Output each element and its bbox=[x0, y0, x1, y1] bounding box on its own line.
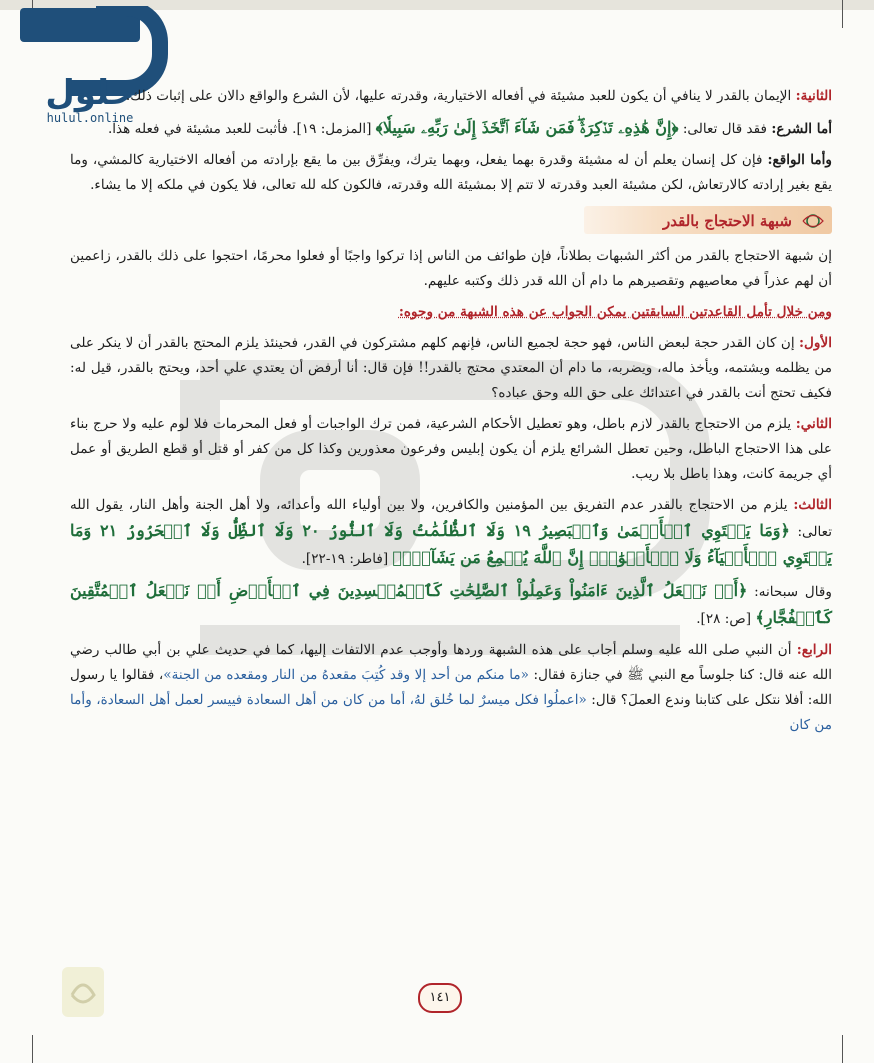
label-third: الثالث: bbox=[793, 497, 832, 513]
crop-mark-bottom-left bbox=[32, 1035, 33, 1063]
logo-word: حلول bbox=[45, 73, 135, 113]
ref-fatir: [فاطر: ١٩-٢٢]. bbox=[301, 551, 389, 567]
text-first: إن كان القدر حجة لبعض الناس، فهو حجة لجميع الناس، فإنهم كلهم مشتركون في القدر، فحينئذ يلزم المحتج بالقدر أن لا ينكر على من يظلمه ويشتمه، ويأخذ ماله، ويضربه، ما دام أن المعتدي محتج بالقدر!! فإن قال: أنا أرفض أن يعتدي علي أحد، ويحتج بالقدر، قيل له: فكيف تحتج أنت بالقدر في اعتدائك على حق الله وحق عباده؟ bbox=[70, 335, 832, 401]
quran-verse-fatir: ﴿وَمَا يَسۡتَوِي ٱلۡأَعۡمَىٰ وَٱلۡبَصِيرُ ١٩ وَلَا ٱلظُّلُمَٰتُ وَلَا ٱلنُّورُ ٢٠ وَلَا ٱلظِّلُّ وَلَا ٱلۡحَرُورُ ٢١ وَمَا يَسۡتَوِي ٱلۡأَحۡيَآءُ وَلَا ٱلۡأَمۡوَٰتُۚ إِنَّ ٱللَّهَ يُسۡمِعُ مَن يَشَآءُۖ﴾ bbox=[70, 521, 832, 567]
text-second: الإيمان بالقدر لا ينافي أن يكون للعبد مشيئة في أفعاله الاختيارية، وقدرته عليها، لأن الشرع والواقع دالان على إثبات ذلك. bbox=[125, 88, 796, 104]
page-number: ١٤١ bbox=[418, 983, 462, 1013]
text-fourth-middle: ، فقالوا يا رسول الله: أفلا نتكل على كتابنا وندع العملَ؟ قال: bbox=[70, 667, 832, 708]
paragraph-shubha bbox=[70, 244, 832, 294]
label-fourth: الرابع: bbox=[796, 642, 832, 658]
ref-sad: [ص: ٢٨]. bbox=[696, 611, 752, 627]
paragraph-third bbox=[70, 493, 832, 572]
paragraph-second bbox=[70, 412, 832, 487]
label-sharia: أما الشرع: bbox=[771, 121, 832, 137]
heading-background bbox=[584, 206, 832, 234]
text-wa-qala: وقال سبحانه: bbox=[747, 584, 832, 600]
text-third-before: يلزم من الاحتجاج بالقدر عدم التفريق بين المؤمنين والكافرين، ولا بين أولياء الله وأعدائه، ولا أهل الجنة وأهل النار، يقول الله تعالى: bbox=[70, 497, 832, 540]
section-heading bbox=[70, 204, 832, 238]
hadith-quote-2: «اعملُوا فكل ميسرٌ لما خُلق لهُ، أما من كان من أهل السعادة فييسر لعمل أهل السعادة، وأما من كان bbox=[70, 692, 832, 733]
ref-muzzammil: [المزمل: ١٩]. bbox=[292, 121, 372, 137]
paragraph-sub-heading bbox=[70, 300, 832, 325]
paragraph-reality bbox=[70, 148, 832, 198]
crop-mark-top-right bbox=[842, 0, 843, 28]
crop-mark-bottom-right bbox=[842, 1035, 843, 1063]
text-shubha: إن شبهة الاحتجاج بالقدر من أكثر الشبهات بطلاناً، فإن طوائف من الناس إذا تركوا واجبًا أو فعلوا محرمًا، احتجوا على ذلك بالقدر، زاعمين أن لهم عذراً في معاصيهم وتقصيرهم ما دام أن الله قدر ذلك وكتبه عليهم. bbox=[70, 248, 832, 289]
text-reality: فإن كل إنسان يعلم أن له مشيئة وقدرة بهما يفعل، وبهما يترك، ويفرِّق بين ما يقع بإرادته من أفعاله الاختيارية كالمشي، وما يقع بغير إرادته كالارتعاش، لكن مشيئة العبد وقدرته لا تتم إلا بمشيئة الله وقدرته، فالكون كله لله تعالى، فلا يكون في ملكه إلا ما يشاء. bbox=[70, 152, 832, 193]
text-second-point: يلزم من الاحتجاج بالقدر لازم باطل، وهو تعطيل الأحكام الشرعية، فمن ترك الواجبات أو فعل المحرمات فلا لوم عليه ولا حرج بناء على هذا الاحتجاج الباطل، وحين تعطل الشرائع يلزم أن يكون إبليس وفرعون معذورين وكذا كل من كفر أو قتل أو قطع الطريق أو عمل أي جريمة كانت، وهذا باطل بلا ريب. bbox=[70, 416, 832, 482]
paragraph-second-rule bbox=[70, 84, 832, 109]
paragraph-first bbox=[70, 331, 832, 406]
sub-heading-text: ومن خلال تأمل القاعدتين السابقتين يمكن الجواب عن هذه الشبهة من وجوه: bbox=[398, 304, 832, 320]
paragraph-sharia bbox=[70, 115, 832, 142]
text-sharia-after: فأثبت للعبد مشيئة في فعله هذا. bbox=[107, 121, 288, 137]
paragraph-fourth bbox=[70, 638, 832, 738]
quran-verse-muzzammil: ﴿إِنَّ هَٰذِهِۦ تَذۡكِرَةٞۖ فَمَن شَآءَ ٱتَّخَذَ إِلَىٰ رَبِّهِۦ سَبِيلٗا﴾ bbox=[375, 118, 679, 137]
label-second: الثانية: bbox=[795, 88, 832, 104]
document-body bbox=[70, 84, 832, 744]
logo-domain: hulul.online bbox=[46, 111, 134, 124]
hadith-quote-1: «ما منكم من أحد إلا وقد كُتِبَ مقعدهُ من النار ومقعده من الجنة» bbox=[163, 667, 529, 683]
label-reality: وأما الواقع: bbox=[767, 152, 833, 168]
label-second-point: الثاني: bbox=[795, 416, 832, 432]
paragraph-wa-qala bbox=[70, 578, 832, 632]
ornament-icon bbox=[800, 210, 826, 232]
heading-title: شبهة الاحتجاج بالقدر bbox=[663, 212, 792, 230]
text-sharia-before: فقد قال تعالى: bbox=[678, 121, 772, 137]
corner-ornament-icon bbox=[60, 965, 106, 1019]
quran-verse-sad: ﴿أَمۡ نَجۡعَلُ ٱلَّذِينَ ءَامَنُواْ وَعَمِلُواْ ٱلصَّٰلِحَٰتِ كَٱلۡمُفۡسِدِينَ فِي ٱلۡأَرۡضِ أَمۡ نَجۡعَلُ ٱلۡمُتَّقِينَ كَٱلۡفُجَّارِ﴾ bbox=[70, 581, 832, 627]
label-first: الأول: bbox=[799, 335, 832, 351]
text-fourth-before: أن النبي صلى الله عليه وسلم أجاب على هذه الشبهة وردها وأوجب عدم الالتفات إليها، كما في حديث علي بن أبي طالب رضي الله عنه قال: كنا جلوساً مع النبي ﷺ في جنازة فقال: bbox=[70, 642, 832, 683]
